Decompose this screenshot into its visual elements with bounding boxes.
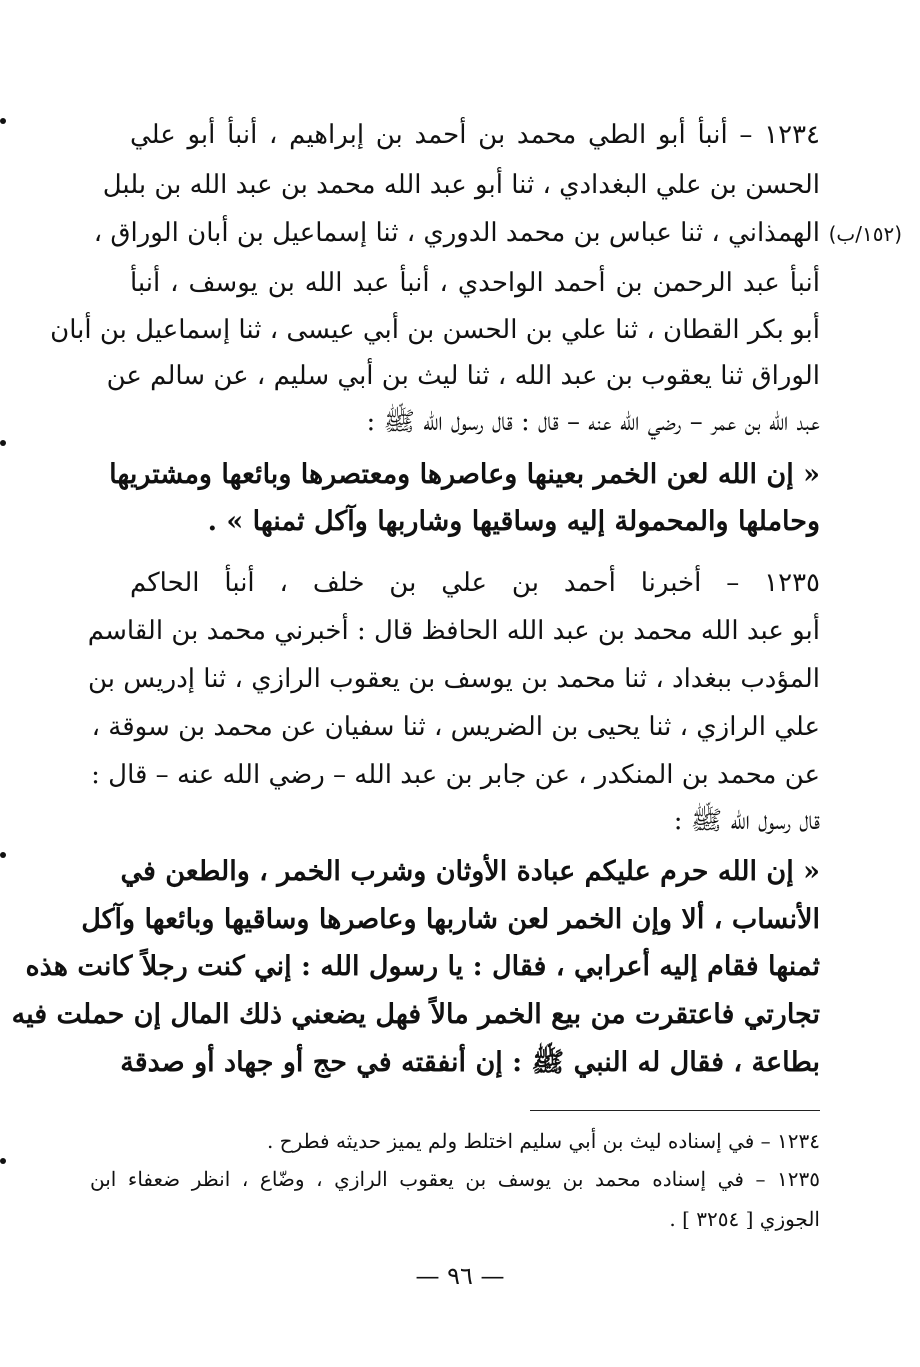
hadith-1235-matn-line-4: تجارتي فاعتقرت من بيع الخمر مالاً فهل يضعني ذلك المال إن حملت فيه: [11, 999, 820, 1030]
hadith-1235-matn-line-2: الأنساب ، ألا وإن الخمر لعن شاربها وعاصرها وساقيها وبائعها وآكل: [81, 904, 820, 935]
hadith-1235-matn-line-5: بطاعة ، فقال له النبي ﷺ : إن أنفقته في حج أو جهاد أو صدقة: [120, 1047, 820, 1078]
hadith-1235-matn-line-3: ثمنها فقام إليه أعرابي ، فقال : يا رسول الله : إني كنت رجلاً كانت هذه: [25, 951, 820, 982]
hadith-1234-line-3: الهمذاني ، ثنا عباس بن محمد الدوري ، ثنا إسماعيل بن أبان الوراق ،: [93, 218, 820, 248]
hadith-1235-line-5: عن محمد بن المنكدر ، عن جابر بن عبد الله – رضي الله عنه – قال :: [91, 760, 820, 790]
hadith-1235-line-2: أبو عبد الله محمد بن عبد الله الحافظ قال : أخبرني محمد بن القاسم: [87, 616, 820, 646]
hadith-1234-matn-line-2: وحاملها والمحمولة إليه وساقيها وشاربها وآكل ثمنها » .: [207, 506, 820, 537]
page-number: — ٩٦ —: [415, 1262, 505, 1290]
hadith-1235-line-1: ١٢٣٥ – أخبرنا أحمد بن علي بن خلف ، أنبأ الحاكم: [130, 568, 820, 598]
hadith-1234-line-7: عبد الله بن عمر – رضي الله عنه – قال : قال رسول الله ﷺ :: [366, 407, 820, 437]
edge-mark: [0, 852, 6, 858]
hadith-1235-line-4: علي الرازي ، ثنا يحيى بن الضريس ، ثنا سفيان عن محمد بن سوقة ،: [91, 712, 820, 742]
footnote-1235-continued: الجوزي [ ٣٢٥٤ ] .: [669, 1207, 820, 1231]
hadith-1234-line-4: أنبأ عبد الرحمن بن أحمد الواحدي ، أنبأ عبد الله بن يوسف ، أنبأ: [130, 268, 820, 298]
hadith-1235-line-3: المؤدب ببغداد ، ثنا محمد بن يوسف بن يعقوب الرازي ، ثنا إدريس بن: [87, 664, 820, 694]
hadith-1235-matn-line-1: « إن الله حرم عليكم عبادة الأوثان وشرب الخمر ، والطعن في: [120, 856, 820, 887]
footnote-1235: ١٢٣٥ – في إسناده محمد بن يوسف بن يعقوب الرازي ، وضّاع ، انظر ضعفاء ابن: [90, 1167, 820, 1191]
edge-mark: [0, 118, 6, 124]
edge-mark: [0, 1158, 6, 1164]
hadith-1234-line-6: الوراق ثنا يعقوب بن عبد الله ، ثنا ليث بن أبي سليم ، عن سالم عن: [106, 361, 820, 391]
hadith-1234-line-5: أبو بكر القطان ، ثنا علي بن الحسن بن أبي عيسى ، ثنا إسماعيل بن أبان: [50, 315, 820, 345]
margin-folio-note: (١٥٢/ب): [828, 222, 902, 246]
edge-mark: [0, 440, 6, 446]
hadith-1235-line-6: قال رسول الله ﷺ :: [673, 806, 820, 836]
hadith-1234-line-1: ١٢٣٤ – أنبأ أبو الطي محمد بن أحمد بن إبراهيم ، أنبأ أبو علي: [130, 120, 820, 150]
hadith-1234-line-2: الحسن بن علي البغدادي ، ثنا أبو عبد الله محمد بن عبد الله بن بلبل: [102, 170, 820, 200]
hadith-1234-matn-line-1: « إن الله لعن الخمر بعينها وعاصرها ومعتصرها وبائعها ومشتريها: [109, 459, 820, 490]
footnote-1234: ١٢٣٤ – في إسناده ليث بن أبي سليم اختلط ولم يميز حديثه فطرح .: [266, 1129, 820, 1153]
footnote-separator: [530, 1110, 820, 1111]
